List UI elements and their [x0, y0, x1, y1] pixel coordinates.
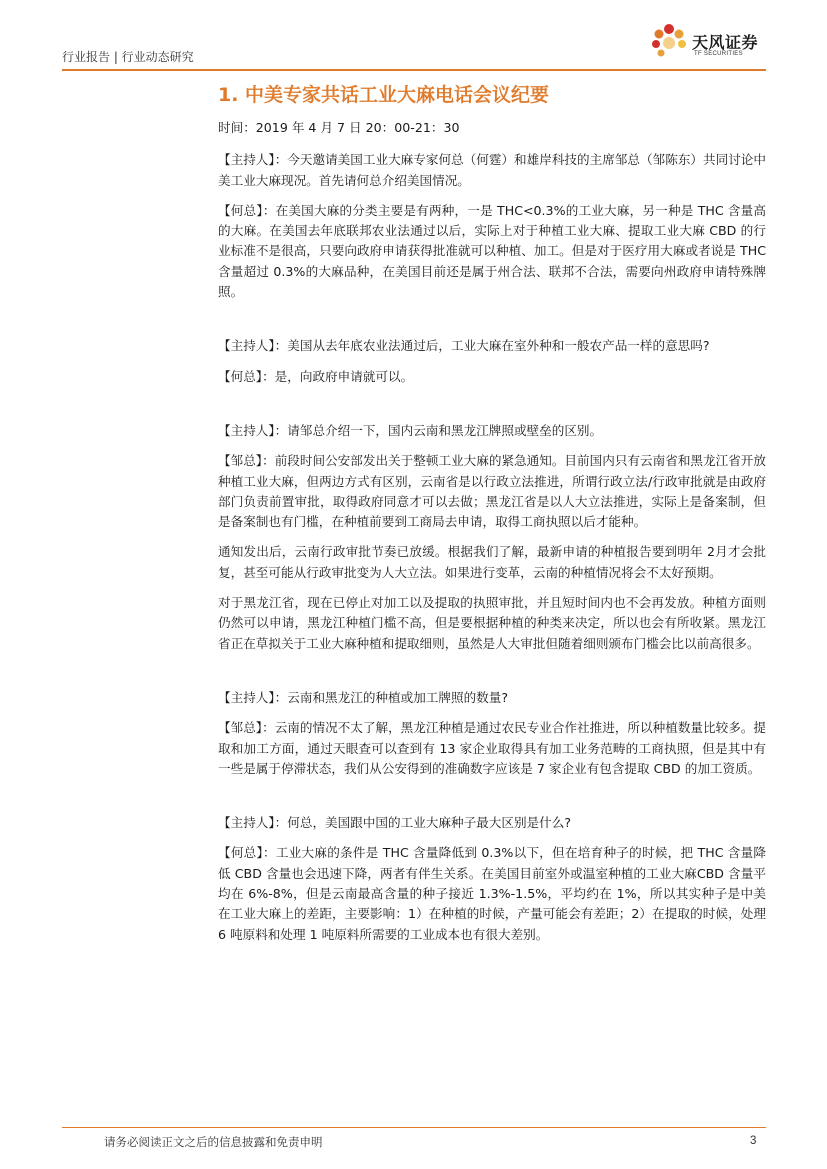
paragraph: 【主持人】：云南和黑龙江的种植或加工牌照的数量?	[218, 689, 509, 705]
paragraph: 【邹总】：前段时间公安部发出关于整顿工业大麻的紧急通知。目前国内只有云南省和黑龙江省开放种植工业大麻，但两边方式有区别，云南省是以行政立法推进，所谓行政立法/行政审批就是由政府部门负责前置审批，取得政府同意才可以去做；黑龙江省是以人大立法推进，实际上是备案制，但是备案制也有门槛，在种植前要到工商局去申请，取得工商执照以后才能种。	[218, 453, 766, 530]
footer-divider	[62, 1127, 766, 1128]
paragraph: 对于黑龙江省，现在已停止对加工以及提取的执照审批，并且短时间内也不会再发放。种植方面则仍然可以申请，黑龙江种植门槛不高，但是要根据种植的种类来决定，所以也会有所收紧。黑龙江省正在草拟关于工业大麻种植和提取细则，虽然是人大审批但随着细则颁布门槛会比以前高很多。	[218, 595, 766, 651]
company-logo	[648, 22, 768, 64]
footer-disclaimer: 请务必阅读正文之后的信息披露和免责申明	[104, 1135, 323, 1149]
paragraph: 【主持人】：请邹总介绍一下，国内云南和黑龙江牌照或壁垒的区别。	[218, 422, 603, 438]
header-divider	[62, 69, 766, 71]
meeting-time: 时间：2019 年 4 月 7 日 20：00-21：30	[218, 120, 460, 135]
section-title: 1. 中美专家共话工业大麻电话会议纪要	[218, 84, 550, 106]
header-label: 行业报告 | 行业动态研究	[62, 50, 194, 64]
paragraph: 【何总】：工业大麻的条件是 THC 含量降低到 0.3%以下，但在培育种子的时候，把 THC 含量降低 CBD 含量也会迅速下降，两者有伴生关系。在美国目前室外或温室种植的工业大麻CBD 含量平均在 6%-8%，但是云南最高含量的种子接近 1.3%-1.5%，平均约在 1%，所以其实种子是中美在工业大麻上的差距，主要影响：1）在种植的时候，产量可能会有差距；2）在提取的时候，处理 6 吨原料和处理 1 吨原料所需要的工业成本也有很大差别。	[218, 845, 766, 942]
meeting-minutes	[218, 118, 766, 945]
paragraph: 【主持人】：美国从去年底农业法通过后，工业大麻在室外种和一般农产品一样的意思吗?	[218, 338, 710, 354]
paragraph: 【主持人】：今天邀请美国工业大麻专家何总（何霆）和雄岸科技的主席邹总（邹陈东）共同讨论中美工业大麻现况。首先请何总介绍美国情况。	[218, 152, 766, 188]
logo-subtext: TF SECURITIES	[694, 51, 743, 57]
paragraph: 通知发出后，云南行政审批节奏已放缓。根据我们了解，最新申请的种植报告要到明年 2月才会批复，甚至可能从行政审批变为人大立法。如果进行变革，云南的种植情况将会不太好预期。	[218, 544, 766, 580]
page-number: 3	[750, 1135, 757, 1147]
paragraph: 【主持人】：何总，美国跟中国的工业大麻种子最大区别是什么?	[218, 815, 572, 831]
logo-text: 天风证券	[692, 33, 759, 52]
paragraph: 【何总】：是，向政府申请就可以。	[218, 368, 414, 384]
paragraph: 【何总】：在美国大麻的分类主要是有两种，一是 THC<0.3%的工业大麻，另一种是 THC 含量高的大麻。在美国去年底联邦农业法通过以后，实际上对于种植工业大麻、提取工业大麻 CBD 的行业标准不是很高，只要向政府申请获得批准就可以种植、加工。但是对于医疗用大麻或者说是 THC 含量超过 0.3%的大麻品种，在美国目前还是属于州合法、联邦不合法，需要向州政府申请特殊牌照。	[218, 202, 766, 300]
logo-flower-icon	[648, 22, 690, 64]
paragraph: 【邹总】：云南的情况不太了解，黑龙江种植是通过农民专业合作社推进，所以种植数量比较多。提取和加工方面，通过天眼查可以查到有 13 家企业取得具有加工业务范畴的工商执照，但是其中有一些是属于停滞状态，我们从公安得到的准确数字应该是 7 家企业有包含提取 CBD 的加工资质。	[218, 720, 766, 776]
